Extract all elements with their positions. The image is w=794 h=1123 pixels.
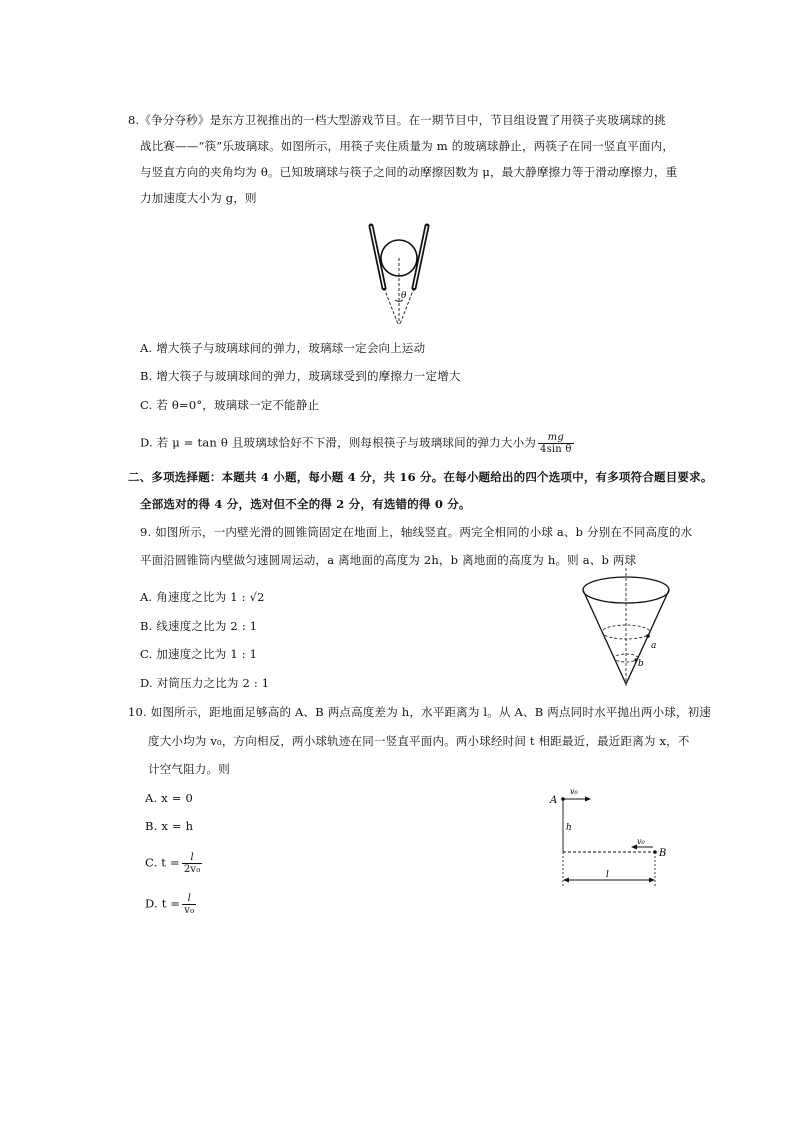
- q10-option-d-denominator: v₀: [184, 905, 195, 916]
- q8-stem-line4: 力加速度大小为 g，则: [140, 191, 257, 205]
- q8-stem-line3: 与竖直方向的夹角均为 θ。已知玻璃球与筷子之间的动摩擦因数为 μ，最大静摩擦力等于滑动摩擦力，重: [140, 165, 678, 179]
- label-l: l: [606, 870, 609, 880]
- orbit-a: [602, 625, 650, 639]
- q10-option-c-numerator: l: [182, 852, 203, 864]
- label-a: a: [651, 641, 657, 651]
- q8-option-d-numerator: mg: [538, 432, 574, 444]
- q10-option-d-prefix: D. t =: [145, 896, 181, 911]
- q9-cone-figure: [576, 568, 676, 690]
- q10-option-d-fraction: [182, 893, 196, 916]
- label-b: b: [638, 659, 644, 669]
- q9-option-b: B. 线速度之比为 2 : 1: [140, 619, 258, 633]
- q8-option-d-text: D. 若 μ = tan θ 且玻璃球恰好不下滑，则每根筷子与玻璃球间的弹力大小为: [140, 435, 537, 450]
- label-h: h: [566, 823, 572, 833]
- label-v0-b: v₀: [637, 837, 645, 846]
- q10-option-b: B. x = h: [145, 819, 194, 833]
- q10-option-a: A. x = 0: [145, 791, 193, 805]
- q8-stem-line1: 8.《争分夺秒》是东方卫视推出的一档大型游戏节目。在一期节目中，节目组设置了用筷子夹玻璃球的挑: [128, 113, 666, 127]
- q8-option-a: A. 增大筷子与玻璃球间的弹力，玻璃球一定会向上运动: [140, 341, 426, 355]
- q10-option-c-fraction: [182, 852, 203, 875]
- label-point-a: A: [550, 795, 558, 806]
- q10-option-c-denominator: 2v₀: [183, 864, 201, 875]
- q10-option-c: [145, 852, 202, 875]
- section2-header-line1: 二、多项选择题：本题共 4 小题，每小题 4 分，共 16 分。在每小题给出的四个选项中，有多项符合题目要求。: [128, 470, 713, 484]
- q10-option-d-numerator: l: [182, 893, 196, 905]
- q8-chopsticks-figure: [360, 218, 440, 330]
- q8-option-d: [140, 432, 574, 455]
- q8-option-d-denominator: 4sin θ: [540, 444, 572, 455]
- q9-stem-line2: 平面沿圆锥筒内壁做匀速圆周运动，a 离地面的高度为 2h，b 离地面的高度为 h。则 a、b 两球: [140, 553, 637, 567]
- q9-option-d: D. 对筒压力之比为 2 : 1: [140, 676, 270, 690]
- q8-stem-line2: 战比赛——“筷”乐玻璃球。如图所示，用筷子夹住质量为 m 的玻璃球静止，两筷子在同一竖直平面内，: [140, 139, 675, 153]
- theta-label: θ: [401, 291, 407, 301]
- q8-option-c: C. 若 θ=0°，玻璃球一定不能静止: [140, 398, 320, 412]
- q9-option-a: A. 角速度之比为 1 : √2: [140, 590, 265, 604]
- label-v0-a: v₀: [570, 787, 578, 796]
- label-point-b: B: [659, 848, 667, 859]
- section2-header-line2: 全部选对的得 4 分，选对但不全的得 2 分，有选错的得 0 分。: [140, 497, 471, 511]
- q10-projectile-figure: [545, 784, 680, 896]
- q8-option-b: B. 增大筷子与玻璃球间的弹力，玻璃球受到的摩擦力一定增大: [140, 369, 461, 383]
- q10-option-d: [145, 893, 196, 916]
- q10-stem-line1: 10. 如图所示，距地面足够高的 A、B 两点高度差为 h，水平距离为 l。从 A、B 两点同时水平抛出两小球，初速: [128, 705, 712, 719]
- q9-option-c: C. 加速度之比为 1 : 1: [140, 647, 258, 661]
- ball-a: [646, 634, 650, 638]
- q10-stem-line2: 度大小均为 v₀，方向相反，两小球轨迹在同一竖直平面内。两小球经时间 t 相距最近，最近距离为 x，不: [148, 734, 690, 748]
- q10-option-c-prefix: C. t =: [145, 855, 180, 870]
- q8-option-d-fraction: [538, 432, 574, 455]
- q10-stem-line3: 计空气阻力。则: [148, 762, 230, 776]
- q9-stem-line1: 9. 如图所示，一内壁光滑的圆锥筒固定在地面上，轴线竖直。两完全相同的小球 a、b 分别在不同高度的水: [140, 525, 693, 539]
